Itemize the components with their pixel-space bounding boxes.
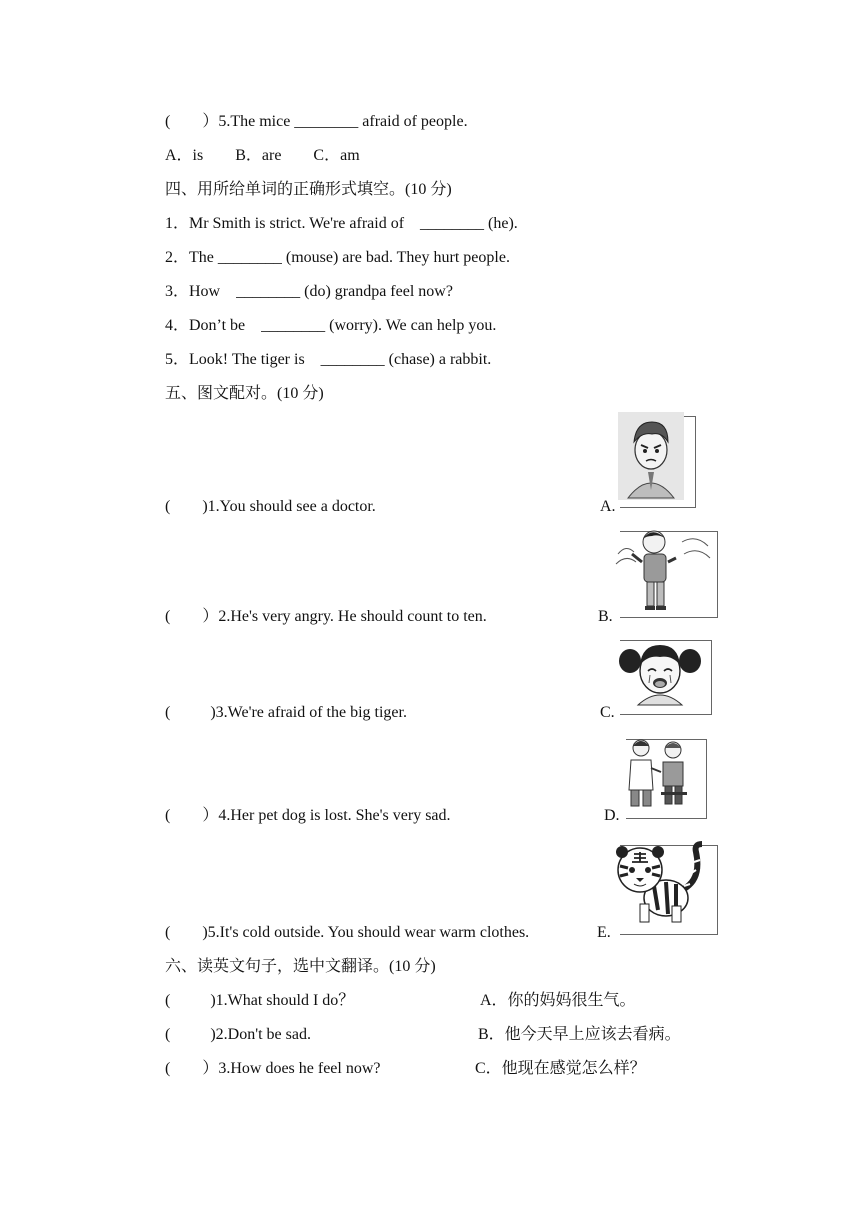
section-4-item-2: 2．The ________ (mouse) are bad. They hurt people. — [165, 249, 510, 266]
section-6-answer-c: C．他现在感觉怎么样？ — [475, 1060, 646, 1077]
crying-girl-picture — [618, 635, 702, 707]
doctor-patient-picture — [623, 736, 693, 810]
tiger-picture — [610, 840, 710, 926]
section-5-item-4: ( ）4.Her pet dog is lost. She's very sad. — [165, 807, 451, 824]
section-5-heading: 五、图文配对。(10 分) — [165, 385, 324, 402]
angry-boy-picture — [618, 412, 684, 500]
section-4-item-3: 3．How ________ (do) grandpa feel now? — [165, 283, 453, 300]
section-6-question-2: ( )2.Don't be sad. — [165, 1026, 311, 1043]
section-5-item-3: ( )3.We're afraid of the big tiger. — [165, 704, 407, 721]
section-4-heading: 四、用所给单词的正确形式填空。(10 分) — [165, 181, 452, 198]
option-label-b: B. — [598, 608, 613, 625]
section-6-answer-a: A．你的妈妈很生气。 — [480, 992, 636, 1009]
section-4-item-5: 5．Look! The tiger is ________ (chase) a rabbit. — [165, 351, 492, 368]
section-6-question-3: ( ）3.How does he feel now? — [165, 1060, 381, 1077]
option-label-a: A. — [600, 498, 616, 515]
section-6-heading: 六、读英文句子，选中文翻译。(10 分) — [165, 958, 436, 975]
question-3-item-5: ( ）5.The mice ________ afraid of people. — [165, 113, 468, 130]
section-4-item-1: 1．Mr Smith is strict. We're afraid of ________ (he). — [165, 215, 518, 232]
question-3-item-5-options: A．is B．are C．am — [165, 147, 360, 164]
option-label-c: C. — [600, 704, 615, 721]
shivering-boy-picture — [612, 524, 712, 612]
option-label-d: D. — [604, 807, 620, 824]
section-5-item-5: ( )5.It's cold outside. You should wear warm clothes. — [165, 924, 530, 941]
section-5-item-2: ( ）2.He's very angry. He should count to ten. — [165, 608, 487, 625]
option-label-e: E. — [597, 924, 611, 941]
section-6-answer-b: B．他今天早上应该去看病。 — [478, 1026, 681, 1043]
section-6-question-1: ( )1.What should I do？ — [165, 992, 355, 1009]
section-4-item-4: 4．Don’t be ________ (worry). We can help you. — [165, 317, 497, 334]
section-5-item-1: ( )1.You should see a doctor. — [165, 498, 376, 515]
